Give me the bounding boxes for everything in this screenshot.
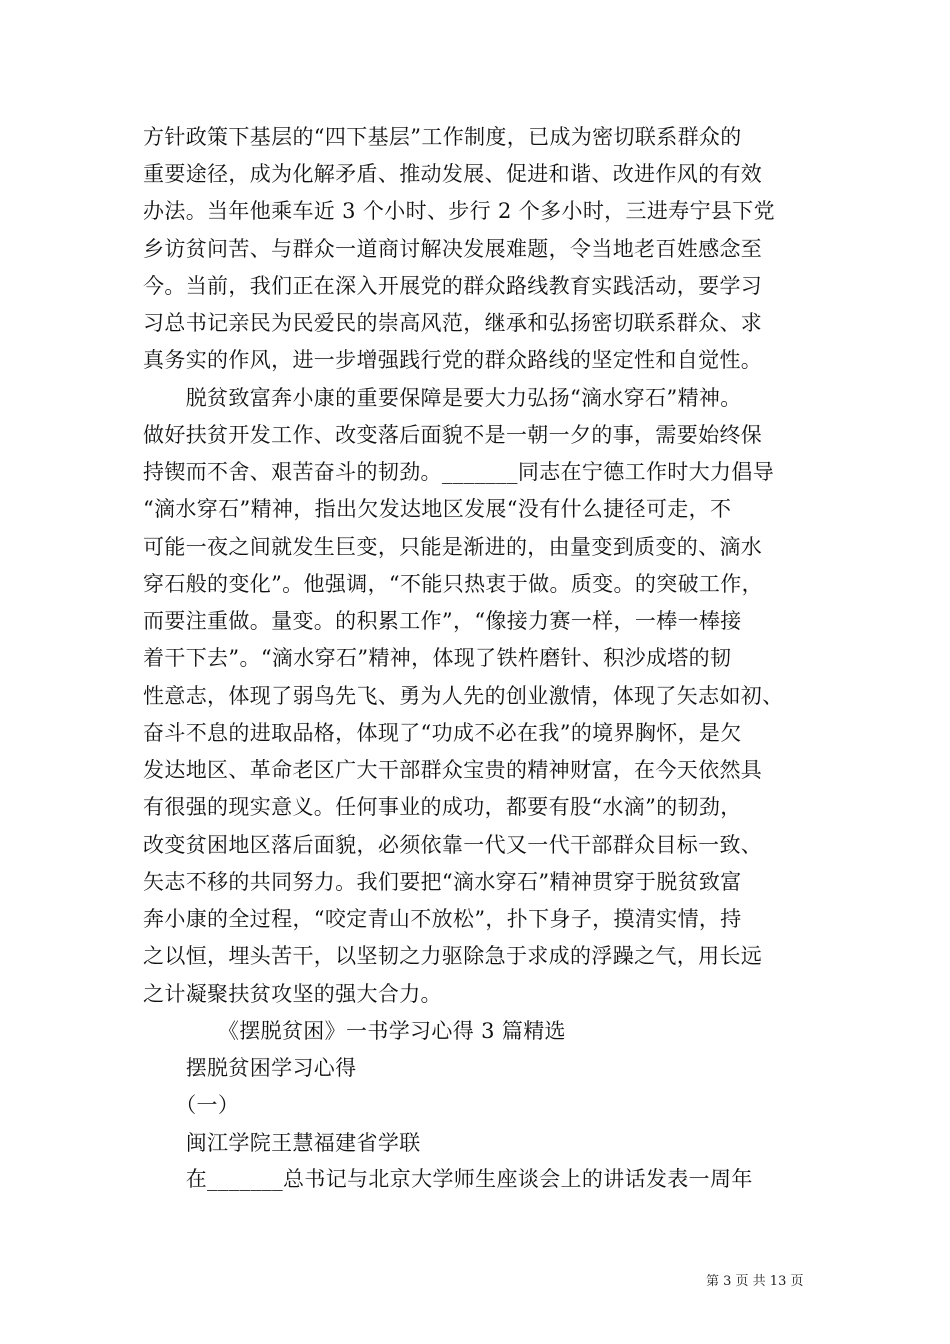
body-line: 而要注重做。量变。的积累工作”，“像接力赛一样，一棒一棒接 bbox=[143, 609, 742, 633]
body-line: 发达地区、革命老区广大干部群众宝贵的精神财富，在今天依然具 bbox=[143, 758, 763, 782]
body-line: 之以恒，埋头苦干，以坚韧之力驱除急于求成的浮躁之气，用长远 bbox=[143, 944, 763, 968]
body-line: 持锲而不舍、艰苦奋斗的韧劲。_______同志在宁德工作时大力倡导 bbox=[143, 460, 775, 484]
page-number: 第 3 页 共 13 页 bbox=[706, 1274, 804, 1289]
body-line: 真务实的作风，进一步增强践行党的群众路线的坚定性和自觉性。 bbox=[143, 348, 763, 372]
author-line: 闽江学院王慧福建省学联 bbox=[143, 1131, 421, 1155]
body-line: 奋斗不息的进取品格，体现了“功成不必在我”的境界胸怀，是欠 bbox=[143, 721, 742, 745]
body-line: 着干下去”。“滴水穿石”精神，体现了铁杵磨针、积沙成塔的韧 bbox=[143, 646, 732, 670]
body-line: 改变贫困地区落后面貌，必须依靠一代又一代干部群众目标一致、 bbox=[143, 833, 763, 857]
subsection-title: 摆脱贫困学习心得 bbox=[143, 1056, 357, 1080]
body-line: 做好扶贫开发工作、改变落后面貌不是一朝一夕的事，需要始终保 bbox=[143, 423, 763, 447]
body-line: 穿石般的变化”。他强调，“不能只热衷于做。质变。的突破工作， bbox=[143, 572, 763, 596]
body-line: 方针政策下基层的“四下基层”工作制度，已成为密切联系群众的 bbox=[143, 125, 742, 149]
body-line: 有很强的现实意义。任何事业的成功，都要有股“水滴”的韧劲， bbox=[143, 795, 742, 819]
body-line: 办法。当年他乘车近 3 个小时、步行 2 个多小时，三进寿宁县下党 bbox=[143, 199, 775, 223]
body-line: 可能一夜之间就发生巨变，只能是渐进的，由量变到质变的、滴水 bbox=[143, 535, 763, 559]
body-line: 矢志不移的共同努力。我们要把“滴水穿石”精神贯穿于脱贫致富 bbox=[143, 870, 742, 894]
body-line: 在_______总书记与北京大学师生座谈会上的讲话发表一周年 bbox=[143, 1167, 753, 1191]
body-line: 乡访贫问苦、与群众一道商讨解决发展难题，令当地老百姓感念至 bbox=[143, 237, 763, 261]
body-line: 脱贫致富奔小康的重要保障是要大力弘扬“滴水穿石”精神。 bbox=[143, 386, 742, 410]
body-line: 今。当前，我们正在深入开展党的群众路线教育实践活动，要学习 bbox=[143, 274, 763, 298]
body-line: 重要途径，成为化解矛盾、推动发展、促进和谐、改进作风的有效 bbox=[143, 162, 763, 186]
body-line: 习总书记亲民为民爱民的崇高风范，继承和弘扬密切联系群众、求 bbox=[143, 311, 763, 335]
body-line: 之计凝聚扶贫攻坚的强大合力。 bbox=[143, 982, 442, 1006]
body-line: “滴水穿石”精神，指出欠发达地区发展“没有什么捷径可走，不 bbox=[143, 497, 732, 521]
subsection-number: （一） bbox=[143, 1093, 240, 1117]
body-line: 奔小康的全过程，“咬定青山不放松”，扑下身子，摸清实情，持 bbox=[143, 907, 742, 931]
body-line: 性意志，体现了弱鸟先飞、勇为人先的创业激情，体现了矢志如初、 bbox=[143, 684, 784, 708]
section-title: 《摆脱贫困》一书学习心得 3 篇精选 bbox=[143, 1019, 566, 1043]
